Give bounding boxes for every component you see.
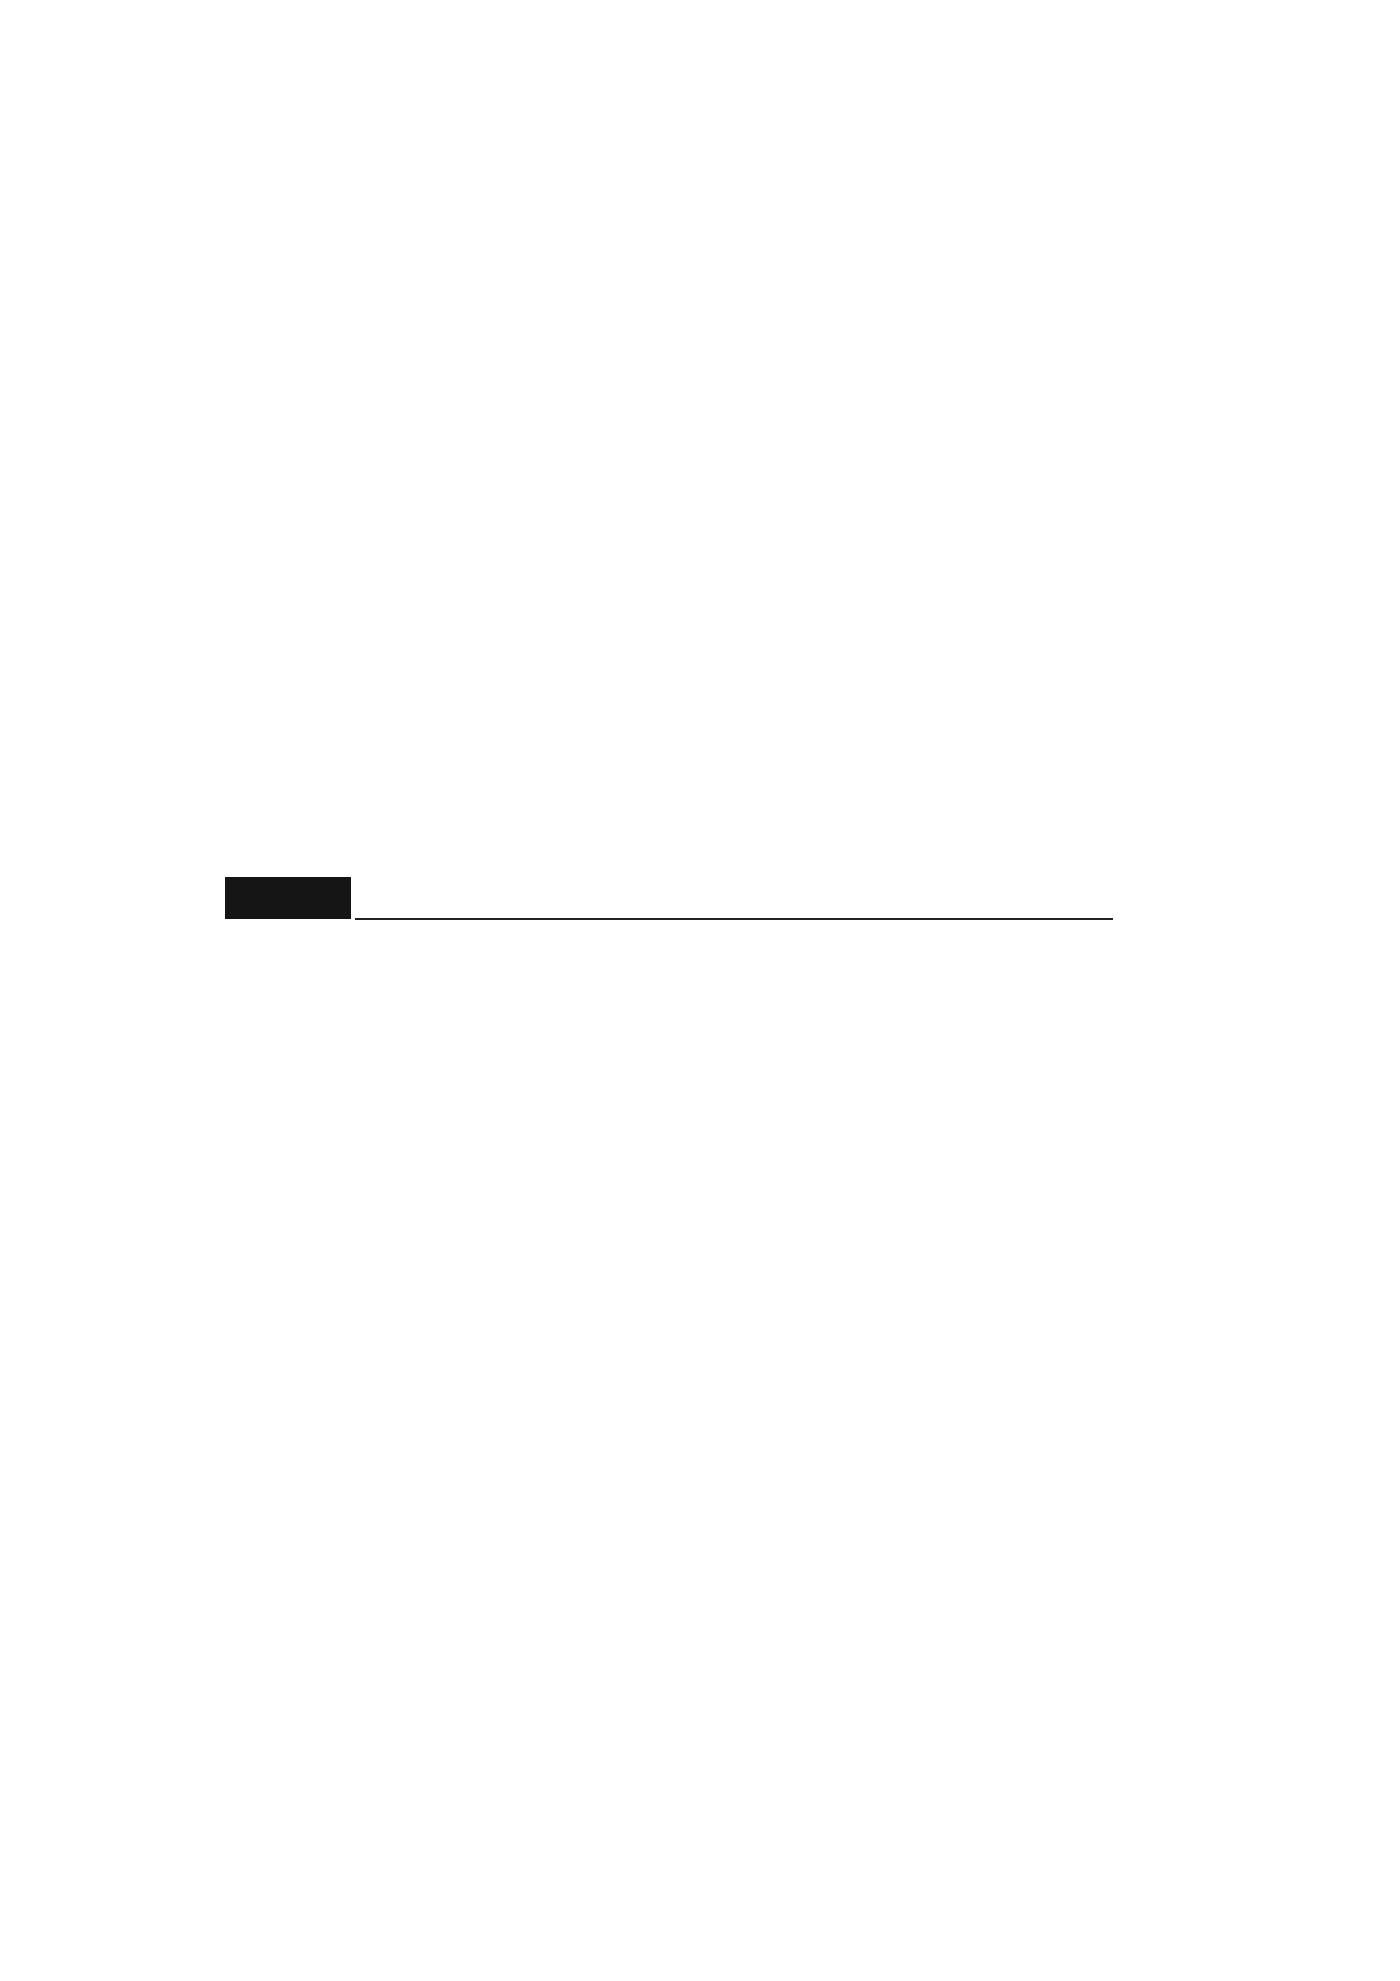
part-label (225, 877, 351, 919)
part-header (225, 877, 1113, 919)
part-divider (355, 918, 1113, 920)
